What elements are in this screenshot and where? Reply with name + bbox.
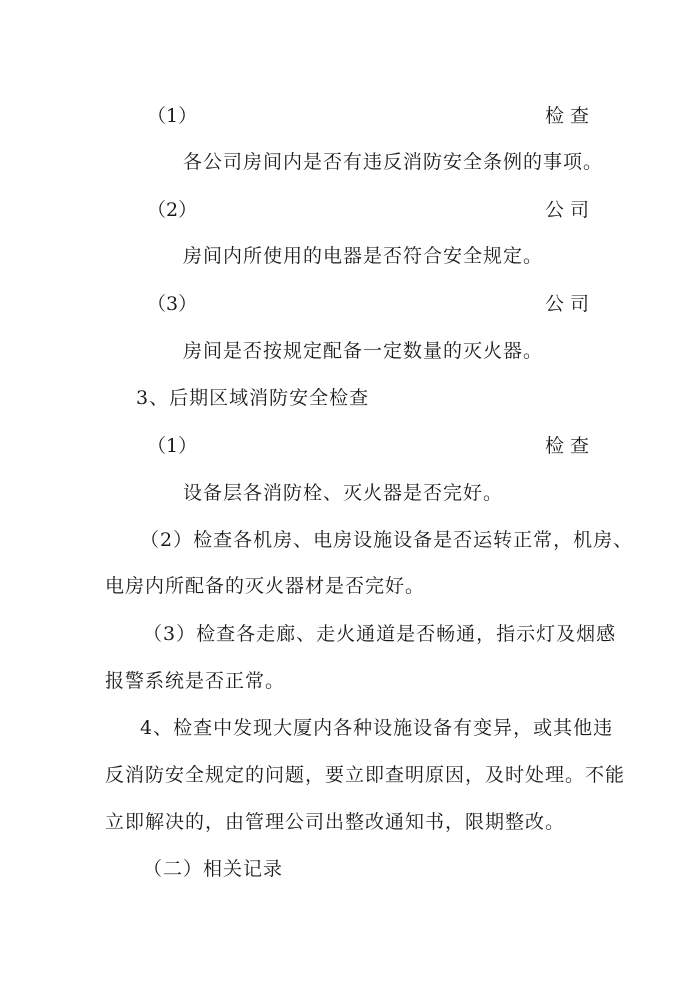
item-3-marker: （3） [147,293,198,315]
section-3-item-1-text: 设备层各消防栓、灭火器是否完好。 [183,482,504,504]
item-3-text: 房间是否按规定配备一定数量的灭火器。 [183,340,544,362]
section-3-item-1-lead: 检查 [544,435,595,457]
item-1-lead: 检查 [544,105,595,127]
section-4-line-3: 立即解决的，由管理公司出整改通知书，限期整改。 [105,811,566,833]
section-3-heading: 3、后期区域消防安全检查 [136,387,370,409]
item-1-marker: （1） [147,105,198,127]
section-3-item-2-line-2: 电房内所配备的灭火器材是否完好。 [105,575,426,597]
item-1-text: 各公司房间内是否有违反消防安全条例的事项。 [183,151,604,173]
item-2-marker: （2） [147,199,198,221]
section-4-line-2: 反消防安全规定的问题，要立即查明原因，及时处理。不能 [105,764,626,786]
records-heading: （二）相关记录 [143,858,284,880]
item-2-text: 房间内所使用的电器是否符合安全规定。 [183,245,544,267]
section-4-line-1: 4、检查中发现大厦内各种设施设备有变异，或其他违 [140,717,614,739]
section-3-item-1-marker: （1） [147,435,198,457]
item-2-lead: 公司 [544,199,595,221]
section-3-item-3-line-1: （3）检查各走廊、走火通道是否畅通，指示灯及烟感 [143,623,617,645]
section-3-item-3-line-2: 报警系统是否正常。 [105,670,286,692]
item-3-lead: 公司 [544,293,595,315]
section-3-item-2-line-1: （2）检查各机房、电房设施设备是否运转正常，机房、 [140,529,634,551]
